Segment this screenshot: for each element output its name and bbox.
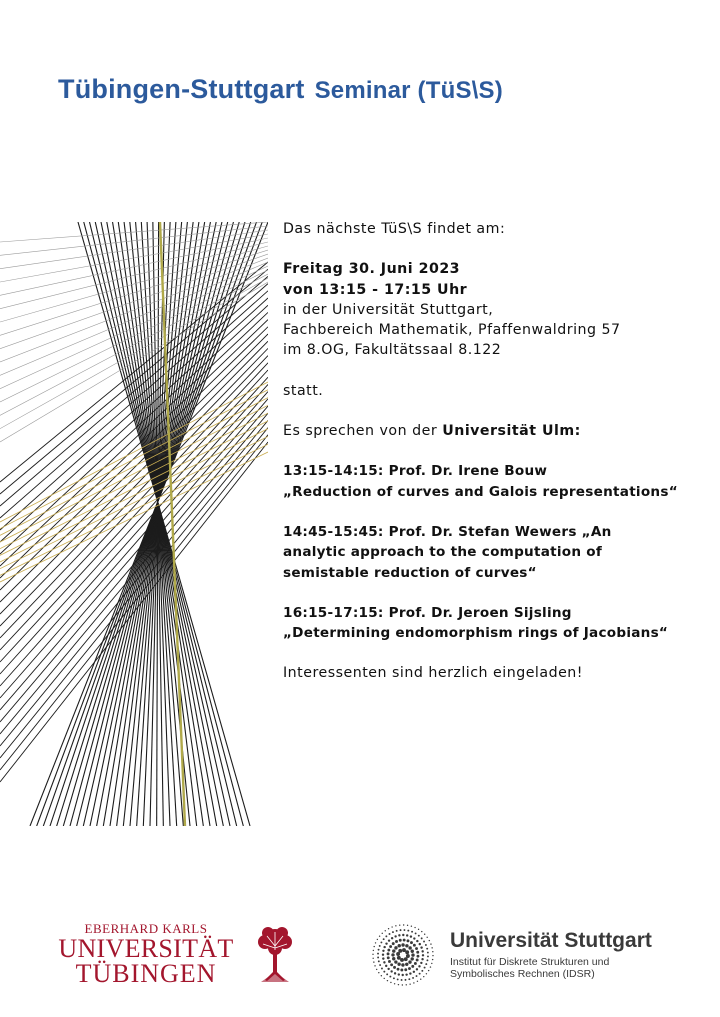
emblem-dot bbox=[377, 957, 379, 959]
emblem-dot bbox=[432, 959, 433, 960]
string-line bbox=[0, 234, 268, 282]
emblem-dot bbox=[408, 946, 411, 949]
emblem-dot bbox=[424, 967, 426, 969]
emblem-dot bbox=[418, 929, 419, 930]
talk-2 bbox=[283, 522, 703, 583]
emblem-dot bbox=[413, 982, 414, 983]
location-line-2: Fachbereich Mathematik, Pfaffenwaldring 57 bbox=[283, 322, 621, 339]
emblem-dot bbox=[394, 935, 396, 937]
emblem-dot bbox=[373, 950, 374, 951]
emblem-dot bbox=[411, 950, 414, 953]
talk-1 bbox=[283, 461, 703, 502]
emblem-dot bbox=[402, 934, 404, 936]
emblem-dot bbox=[408, 967, 411, 970]
emblem-dot bbox=[398, 984, 399, 985]
talk-1-time: 13:15-14:15: bbox=[283, 463, 384, 480]
emblem-dot bbox=[391, 937, 393, 939]
emblem-dot bbox=[386, 973, 388, 975]
string-line bbox=[0, 392, 268, 698]
emblem-dot bbox=[406, 934, 408, 936]
emblem-dot bbox=[400, 958, 404, 962]
emblem-dot bbox=[405, 950, 409, 954]
emblem-dot bbox=[431, 947, 432, 948]
emblem-dot bbox=[397, 978, 399, 980]
string-line bbox=[0, 442, 268, 782]
emblem-dot bbox=[399, 939, 402, 942]
emblem-dot bbox=[407, 930, 409, 932]
emblem-dot bbox=[385, 930, 386, 931]
emblem-dot bbox=[398, 934, 400, 936]
emblem-dot bbox=[391, 953, 394, 956]
emblem-dot bbox=[392, 931, 394, 933]
announcement-text bbox=[283, 219, 703, 684]
emblem-dot bbox=[421, 937, 423, 939]
emblem-dot bbox=[428, 970, 429, 971]
emblem-dot bbox=[390, 963, 393, 966]
emblem-dot bbox=[383, 961, 385, 963]
emblem-dot bbox=[411, 953, 414, 956]
emblem-dot bbox=[379, 945, 381, 947]
emblem-dot bbox=[417, 955, 420, 958]
string-line bbox=[0, 405, 268, 542]
talk-1-speaker: Prof. Dr. Irene Bouw bbox=[388, 463, 548, 480]
emblem-dot bbox=[400, 929, 402, 931]
stuttgart-name: Universität Stuttgart bbox=[450, 929, 652, 952]
emblem-dot bbox=[409, 983, 410, 984]
emblem-dot bbox=[405, 973, 407, 975]
location-line-1: in der Universität Stuttgart, bbox=[283, 301, 494, 318]
emblem-dot bbox=[406, 984, 407, 985]
emblem-dot bbox=[406, 954, 410, 958]
emblem-dot bbox=[430, 966, 431, 967]
emblem-dot bbox=[382, 954, 384, 956]
emblem-dot bbox=[377, 953, 379, 955]
emblem-dot bbox=[389, 945, 392, 948]
emblem-dot bbox=[393, 977, 395, 979]
emblem-dot bbox=[416, 975, 418, 977]
emblem-dot bbox=[416, 968, 418, 970]
event-time: von 13:15 - 17:15 Uhr bbox=[283, 281, 468, 298]
talk-3-speaker: Prof. Dr. Jeroen Sijsling bbox=[388, 604, 572, 621]
emblem-dot bbox=[381, 975, 382, 976]
stuttgart-dot-emblem-icon bbox=[370, 922, 436, 988]
emblem-dot bbox=[419, 943, 421, 945]
emblem-dot bbox=[379, 964, 381, 966]
emblem-dot bbox=[401, 979, 403, 981]
emblem-dot bbox=[378, 960, 380, 962]
emblem-dot bbox=[395, 925, 396, 926]
speakers-intro-text: Es sprechen von der bbox=[283, 423, 438, 440]
emblem-dot bbox=[390, 970, 392, 972]
emblem-dot bbox=[392, 942, 395, 945]
emblem-dot bbox=[418, 935, 420, 937]
emblem-dot bbox=[378, 949, 380, 951]
emblem-dot bbox=[404, 968, 407, 971]
emblem-dot bbox=[394, 960, 397, 963]
emblem-dot bbox=[402, 948, 406, 952]
emblem-dot bbox=[409, 972, 411, 974]
emblem-dot bbox=[393, 966, 396, 969]
emblem-dot bbox=[403, 924, 404, 925]
emblem-dot bbox=[410, 935, 412, 937]
emblem-dot bbox=[427, 952, 429, 954]
emblem-dot bbox=[373, 961, 374, 962]
emblem-dot bbox=[421, 958, 423, 960]
emblem-dot bbox=[379, 936, 380, 937]
emblem-dot bbox=[382, 933, 383, 934]
emblem-dot bbox=[420, 978, 421, 979]
emblem-dot bbox=[397, 956, 401, 960]
string-line bbox=[0, 420, 268, 746]
emblem-dot bbox=[411, 957, 414, 960]
stuttgart-institute-line-1: Institut für Diskrete Strukturen und bbox=[450, 956, 610, 968]
emblem-dot bbox=[416, 951, 419, 954]
emblem-dot bbox=[381, 968, 383, 970]
emblem-dot bbox=[388, 939, 390, 941]
emblem-dot bbox=[425, 963, 427, 965]
emblem-dot bbox=[426, 948, 428, 950]
event-date: Freitag 30. Juni 2023 bbox=[283, 261, 461, 278]
emblem-dot bbox=[398, 944, 401, 947]
string-line bbox=[0, 444, 268, 575]
emblem-dot bbox=[383, 938, 385, 940]
talk-2-header bbox=[283, 522, 703, 542]
emblem-dot bbox=[425, 944, 427, 946]
emblem-dot bbox=[398, 973, 400, 975]
emblem-dot bbox=[401, 963, 404, 966]
emblem-dot bbox=[422, 954, 424, 956]
string-line bbox=[0, 258, 268, 362]
string-art-image bbox=[0, 222, 268, 826]
emblem-dot bbox=[413, 971, 415, 973]
emblem-dot bbox=[405, 944, 408, 947]
emblem-dot bbox=[410, 941, 413, 944]
emblem-dot bbox=[414, 927, 415, 928]
talk-3-header bbox=[283, 603, 703, 623]
string-line bbox=[0, 226, 268, 255]
emblem-dot bbox=[377, 939, 378, 940]
emblem-dot bbox=[385, 935, 387, 937]
string-line bbox=[0, 327, 268, 590]
tuebingen-line-2: UNIVERSITÄT bbox=[58, 934, 234, 963]
emblem-dot bbox=[399, 924, 400, 925]
emblem-dot bbox=[398, 949, 402, 953]
emblem-dot bbox=[430, 943, 431, 944]
emblem-dot bbox=[387, 949, 390, 952]
emblem-dot bbox=[387, 956, 390, 959]
intro-line: Das nächste TüS\S findet am: bbox=[283, 221, 506, 237]
emblem-dot bbox=[432, 951, 433, 952]
emblem-dot bbox=[417, 981, 418, 982]
emblem-dot bbox=[397, 968, 400, 971]
emblem-dot bbox=[373, 946, 374, 947]
emblem-dot bbox=[389, 976, 391, 978]
emblem-dot bbox=[384, 978, 385, 979]
talk-1-title: „Reduction of curves and Galois representations“ bbox=[283, 483, 678, 500]
emblem-dot bbox=[423, 976, 424, 977]
emblem-dot bbox=[421, 931, 422, 932]
emblem-dot bbox=[396, 952, 400, 956]
emblem-dot bbox=[385, 942, 387, 944]
emblem-dot bbox=[407, 925, 408, 926]
emblem-dot bbox=[374, 965, 375, 966]
emblem-dot bbox=[400, 969, 403, 972]
tuebingen-line-1: EBERHARD KARLS bbox=[84, 921, 208, 936]
string-line bbox=[0, 406, 268, 722]
closing-line: Interessenten sind herzlich eingeladen! bbox=[283, 665, 583, 682]
emblem-dot bbox=[423, 941, 425, 943]
emblem-dot bbox=[402, 974, 404, 976]
emblem-dot bbox=[380, 941, 382, 943]
emblem-dot bbox=[382, 950, 384, 952]
emblem-dot bbox=[415, 932, 417, 934]
emblem-dot bbox=[426, 959, 428, 961]
speakers-intro bbox=[283, 421, 703, 441]
emblem-dot bbox=[418, 965, 420, 967]
stuttgart-institute-line-2: Symbolisches Rechnen (IDSR) bbox=[450, 968, 595, 980]
tuebingen-wordmark bbox=[58, 922, 234, 986]
emblem-dot bbox=[383, 971, 385, 973]
emblem-dot bbox=[392, 957, 395, 960]
title-part-1: Tübingen-Stuttgart bbox=[58, 74, 305, 104]
emblem-dot bbox=[387, 952, 390, 955]
talk-3-time: 16:15-17:15: bbox=[283, 604, 384, 621]
emblem-dot bbox=[383, 946, 385, 948]
emblem-dot bbox=[378, 972, 379, 973]
emblem-dot bbox=[413, 944, 416, 947]
string-line bbox=[0, 413, 268, 549]
emblem-dot bbox=[416, 959, 419, 962]
emblem-dot bbox=[387, 968, 389, 970]
page-title bbox=[58, 74, 503, 105]
emblem-dot bbox=[404, 957, 408, 961]
string-art-svg bbox=[0, 222, 268, 826]
emblem-dot bbox=[426, 973, 427, 974]
emblem-dot bbox=[385, 965, 387, 967]
string-line bbox=[0, 238, 268, 295]
emblem-dot bbox=[389, 933, 391, 935]
emblem-dot bbox=[403, 929, 405, 931]
location-line-3: im 8.OG, Fakultätssaal 8.122 bbox=[283, 342, 502, 359]
string-line bbox=[0, 222, 268, 242]
tuebingen-line-3: TÜBINGEN bbox=[75, 959, 217, 988]
emblem-dot bbox=[390, 982, 391, 983]
stuttgart-logo bbox=[370, 920, 670, 990]
emblem-dot bbox=[414, 962, 417, 965]
emblem-dot bbox=[413, 937, 415, 939]
emblem-dot bbox=[391, 926, 392, 927]
emblem-dot bbox=[375, 942, 376, 943]
emblem-dot bbox=[376, 969, 377, 970]
emblem-dot bbox=[427, 955, 429, 957]
emblem-dot bbox=[420, 962, 422, 964]
emblem-dot bbox=[403, 939, 406, 942]
title-part-2: Seminar (TüS\S) bbox=[314, 77, 503, 104]
talk-2-title-line-3: semistable reduction of curves“ bbox=[283, 564, 537, 581]
emblem-dot bbox=[392, 949, 395, 952]
emblem-dot bbox=[394, 972, 396, 974]
talk-3 bbox=[283, 603, 703, 644]
emblem-dot bbox=[416, 940, 418, 942]
emblem-dot bbox=[387, 980, 388, 981]
emblem-dot bbox=[372, 958, 373, 959]
talk-2-speaker: Prof. Dr. Stefan Wewers bbox=[388, 523, 577, 540]
emblem-dot bbox=[421, 950, 423, 952]
emblem-dot bbox=[411, 965, 414, 968]
emblem-dot bbox=[388, 928, 389, 929]
stuttgart-institute bbox=[450, 956, 609, 980]
emblem-dot bbox=[411, 931, 413, 933]
emblem-dot bbox=[424, 934, 425, 935]
talk-2-title-line-2: analytic approach to the computation of bbox=[283, 544, 603, 561]
emblem-dot bbox=[421, 970, 423, 972]
emblem-dot bbox=[431, 963, 432, 964]
emblem-dot bbox=[394, 983, 395, 984]
emblem-dot bbox=[397, 963, 400, 966]
emblem-dot bbox=[412, 977, 414, 979]
emblem-dot bbox=[408, 960, 411, 963]
emblem-dot bbox=[411, 925, 412, 926]
emblem-dot bbox=[420, 946, 422, 948]
string-line bbox=[0, 436, 268, 568]
emblem-dot bbox=[402, 984, 403, 985]
emblem-dot bbox=[395, 940, 398, 943]
emblem-dot bbox=[407, 939, 410, 942]
emblem-dot bbox=[401, 943, 404, 946]
talk-1-header bbox=[283, 461, 703, 481]
string-line bbox=[0, 435, 268, 770]
statt-line: statt. bbox=[283, 382, 324, 399]
emblem-dot bbox=[426, 937, 427, 938]
emblem-dot bbox=[394, 946, 397, 949]
tuebingen-logo bbox=[58, 922, 298, 988]
talk-2-title-line-1: „An bbox=[581, 523, 612, 540]
palm-tree-icon bbox=[255, 924, 295, 984]
emblem-dot bbox=[405, 963, 408, 966]
emblem-dot bbox=[432, 955, 433, 956]
emblem-dot bbox=[415, 947, 418, 950]
emblem-dot bbox=[382, 957, 384, 959]
emblem-dot bbox=[419, 973, 421, 975]
emblem-dot bbox=[372, 954, 373, 955]
speakers-university: Universität Ulm: bbox=[442, 423, 581, 440]
talk-2-time: 14:45-15:45: bbox=[283, 523, 384, 540]
emblem-dot bbox=[396, 930, 398, 932]
emblem-dot bbox=[388, 960, 391, 963]
talk-3-title: „Determining endomorphism rings of Jacobians“ bbox=[283, 625, 669, 642]
emblem-dot bbox=[408, 978, 410, 980]
emblem-dot bbox=[429, 940, 430, 941]
emblem-dot bbox=[405, 979, 407, 981]
